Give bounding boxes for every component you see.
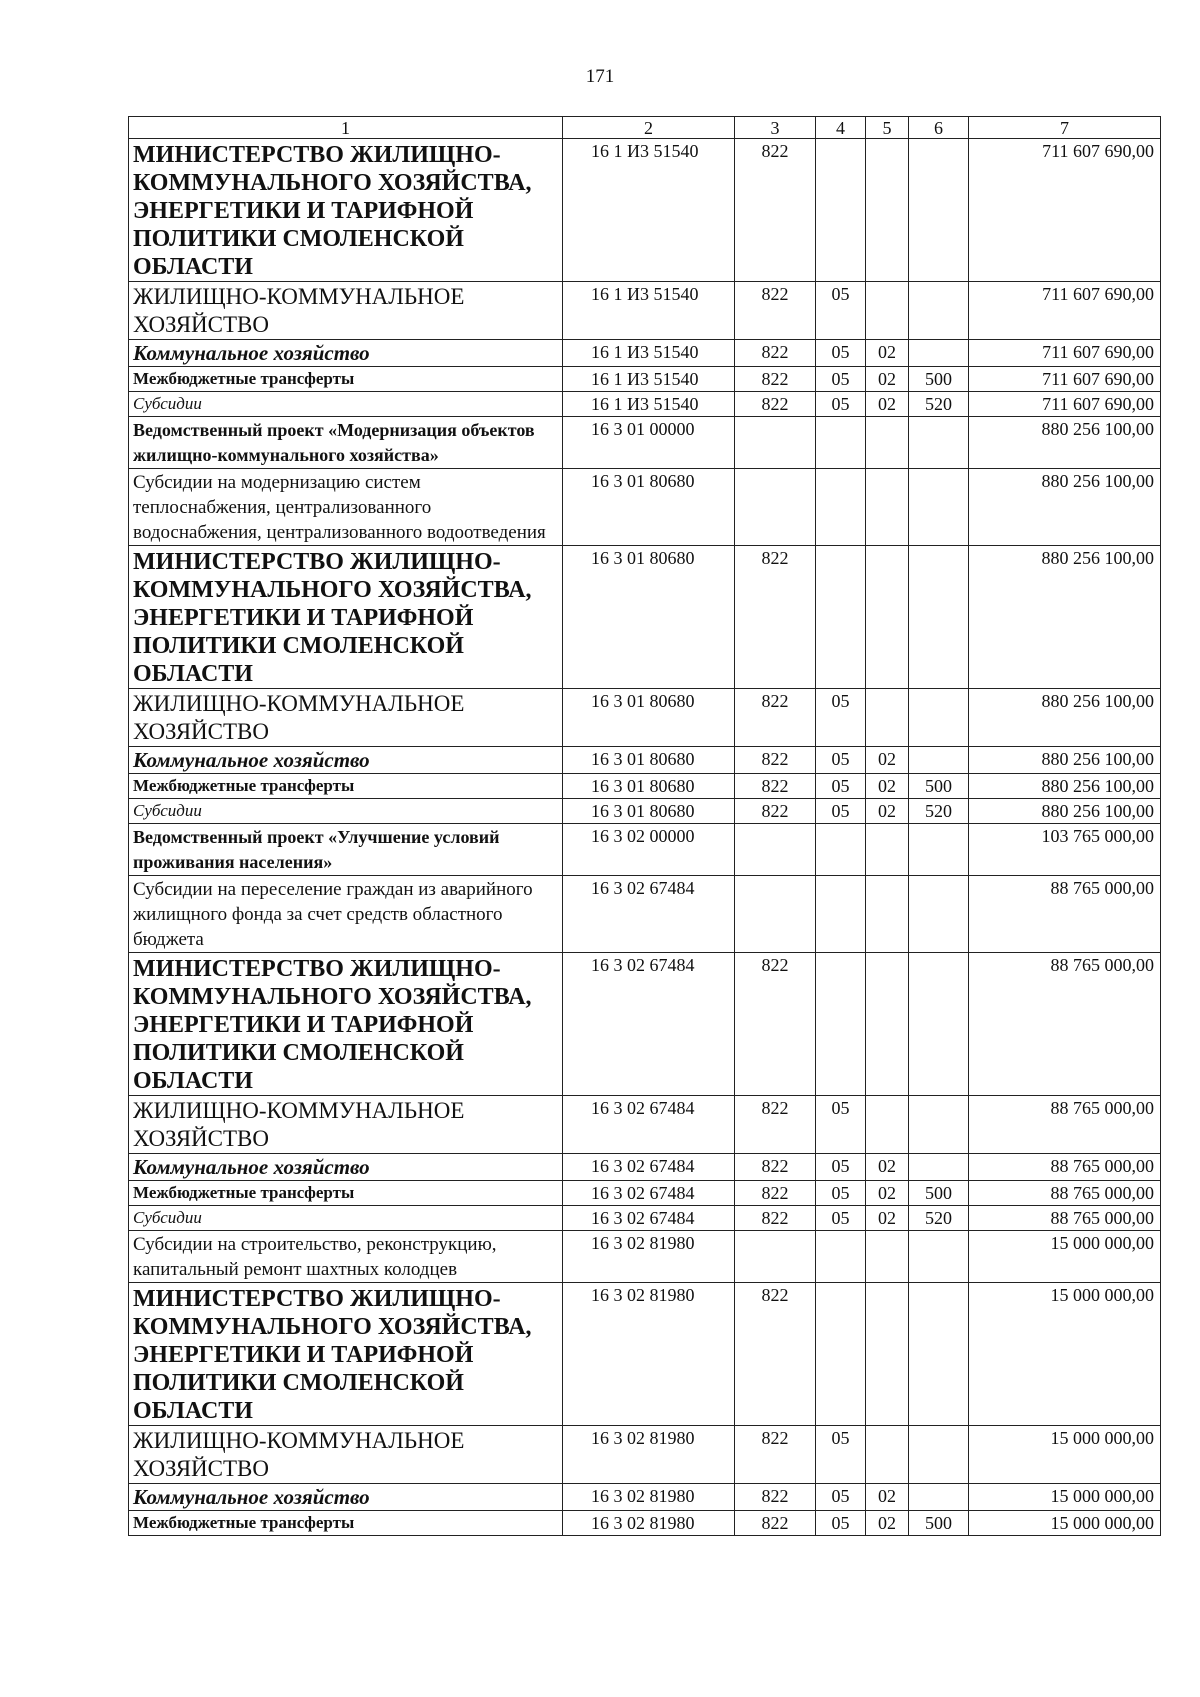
row-name: Коммунальное хозяйство bbox=[129, 747, 563, 774]
row-code: 16 3 02 67484 bbox=[563, 953, 735, 1096]
row-expense-type bbox=[909, 1426, 969, 1484]
row-subsection bbox=[866, 282, 909, 340]
row-section bbox=[816, 469, 866, 546]
row-code: 16 3 02 67484 bbox=[563, 1181, 735, 1206]
row-ministry-code bbox=[735, 824, 816, 876]
row-amount: 880 256 100,00 bbox=[969, 774, 1161, 799]
row-ministry-code: 822 bbox=[735, 139, 816, 282]
row-ministry-code: 822 bbox=[735, 1096, 816, 1154]
row-subsection: 02 bbox=[866, 392, 909, 417]
row-section: 05 bbox=[816, 1426, 866, 1484]
row-section: 05 bbox=[816, 1096, 866, 1154]
row-name: МИНИСТЕРСТВО ЖИЛИЩНО-КОММУНАЛЬНОГО ХОЗЯЙСТВА, ЭНЕРГЕТИКИ И ТАРИФНОЙ ПОЛИТИКИ СМОЛЕНСКОЙ ОБЛАСТИ bbox=[129, 546, 563, 689]
row-ministry-code: 822 bbox=[735, 774, 816, 799]
row-section: 05 bbox=[816, 1206, 866, 1231]
row-code: 16 3 01 80680 bbox=[563, 689, 735, 747]
table-row bbox=[129, 546, 1161, 689]
row-subsection: 02 bbox=[866, 1154, 909, 1181]
row-amount: 15 000 000,00 bbox=[969, 1426, 1161, 1484]
row-expense-type bbox=[909, 340, 969, 367]
row-expense-type bbox=[909, 824, 969, 876]
row-ministry-code: 822 bbox=[735, 689, 816, 747]
table-row bbox=[129, 139, 1161, 282]
row-amount: 880 256 100,00 bbox=[969, 546, 1161, 689]
row-expense-type bbox=[909, 469, 969, 546]
row-section: 05 bbox=[816, 747, 866, 774]
header-cell-6: 6 bbox=[909, 117, 969, 139]
row-subsection bbox=[866, 469, 909, 546]
row-expense-type: 520 bbox=[909, 1206, 969, 1231]
row-code: 16 3 01 80680 bbox=[563, 799, 735, 824]
row-name: Ведомственный проект «Модернизация объектов жилищно-коммунального хозяйства» bbox=[129, 417, 563, 469]
row-amount: 880 256 100,00 bbox=[969, 799, 1161, 824]
row-ministry-code bbox=[735, 876, 816, 953]
row-name: Субсидии bbox=[129, 392, 563, 417]
table-row bbox=[129, 1231, 1161, 1283]
row-name: ЖИЛИЩНО-КОММУНАЛЬНОЕ ХОЗЯЙСТВО bbox=[129, 689, 563, 747]
row-section: 05 bbox=[816, 1154, 866, 1181]
row-subsection bbox=[866, 689, 909, 747]
row-amount: 15 000 000,00 bbox=[969, 1283, 1161, 1426]
row-code: 16 3 01 80680 bbox=[563, 774, 735, 799]
row-expense-type: 500 bbox=[909, 367, 969, 392]
header-row bbox=[129, 117, 1161, 139]
row-section: 05 bbox=[816, 282, 866, 340]
row-expense-type bbox=[909, 1283, 969, 1426]
row-ministry-code: 822 bbox=[735, 546, 816, 689]
row-ministry-code: 822 bbox=[735, 392, 816, 417]
row-name: Коммунальное хозяйство bbox=[129, 1484, 563, 1511]
row-amount: 15 000 000,00 bbox=[969, 1231, 1161, 1283]
row-ministry-code bbox=[735, 469, 816, 546]
table-row bbox=[129, 953, 1161, 1096]
row-name: Субсидии на переселение граждан из аварийного жилищного фонда за счет средств областного бюджета bbox=[129, 876, 563, 953]
row-ministry-code: 822 bbox=[735, 282, 816, 340]
row-name: МИНИСТЕРСТВО ЖИЛИЩНО-КОММУНАЛЬНОГО ХОЗЯЙСТВА, ЭНЕРГЕТИКИ И ТАРИФНОЙ ПОЛИТИКИ СМОЛЕНСКОЙ ОБЛАСТИ bbox=[129, 1283, 563, 1426]
row-name: Субсидии bbox=[129, 799, 563, 824]
row-section bbox=[816, 546, 866, 689]
row-ministry-code: 822 bbox=[735, 1283, 816, 1426]
row-code: 16 3 02 00000 bbox=[563, 824, 735, 876]
row-subsection bbox=[866, 1283, 909, 1426]
row-subsection: 02 bbox=[866, 1511, 909, 1536]
row-amount: 88 765 000,00 bbox=[969, 1206, 1161, 1231]
row-ministry-code: 822 bbox=[735, 799, 816, 824]
row-expense-type: 520 bbox=[909, 392, 969, 417]
row-expense-type bbox=[909, 689, 969, 747]
row-expense-type bbox=[909, 417, 969, 469]
row-subsection bbox=[866, 1426, 909, 1484]
row-amount: 15 000 000,00 bbox=[969, 1484, 1161, 1511]
row-section bbox=[816, 953, 866, 1096]
row-name: Субсидии на модернизацию систем теплоснабжения, централизованного водоснабжения, централизованного водоотведения bbox=[129, 469, 563, 546]
row-amount: 88 765 000,00 bbox=[969, 953, 1161, 1096]
table-row bbox=[129, 1426, 1161, 1484]
row-code: 16 3 02 67484 bbox=[563, 1154, 735, 1181]
row-ministry-code: 822 bbox=[735, 1484, 816, 1511]
row-ministry-code: 822 bbox=[735, 340, 816, 367]
row-amount: 880 256 100,00 bbox=[969, 747, 1161, 774]
row-amount: 880 256 100,00 bbox=[969, 417, 1161, 469]
row-ministry-code: 822 bbox=[735, 1154, 816, 1181]
row-name: Межбюджетные трансферты bbox=[129, 1511, 563, 1536]
row-subsection bbox=[866, 953, 909, 1096]
row-ministry-code: 822 bbox=[735, 1426, 816, 1484]
row-ministry-code: 822 bbox=[735, 747, 816, 774]
row-expense-type bbox=[909, 1484, 969, 1511]
row-name: Межбюджетные трансферты bbox=[129, 774, 563, 799]
table-row bbox=[129, 1511, 1161, 1536]
row-amount: 880 256 100,00 bbox=[969, 469, 1161, 546]
row-section bbox=[816, 876, 866, 953]
table-row bbox=[129, 367, 1161, 392]
table-body bbox=[129, 117, 1161, 1536]
row-name: Ведомственный проект «Улучшение условий проживания населения» bbox=[129, 824, 563, 876]
row-expense-type: 520 bbox=[909, 799, 969, 824]
row-section: 05 bbox=[816, 392, 866, 417]
row-code: 16 3 02 67484 bbox=[563, 1206, 735, 1231]
row-expense-type bbox=[909, 876, 969, 953]
row-name: МИНИСТЕРСТВО ЖИЛИЩНО-КОММУНАЛЬНОГО ХОЗЯЙСТВА, ЭНЕРГЕТИКИ И ТАРИФНОЙ ПОЛИТИКИ СМОЛЕНСКОЙ ОБЛАСТИ bbox=[129, 139, 563, 282]
row-expense-type bbox=[909, 546, 969, 689]
row-code: 16 3 02 67484 bbox=[563, 876, 735, 953]
row-code: 16 1 И3 51540 bbox=[563, 392, 735, 417]
row-code: 16 3 02 67484 bbox=[563, 1096, 735, 1154]
row-expense-type bbox=[909, 282, 969, 340]
row-section bbox=[816, 139, 866, 282]
table-row bbox=[129, 1283, 1161, 1426]
row-subsection bbox=[866, 876, 909, 953]
row-ministry-code: 822 bbox=[735, 1206, 816, 1231]
row-amount: 711 607 690,00 bbox=[969, 139, 1161, 282]
row-code: 16 3 02 81980 bbox=[563, 1231, 735, 1283]
row-subsection bbox=[866, 1096, 909, 1154]
row-amount: 88 765 000,00 bbox=[969, 1096, 1161, 1154]
header-cell-4: 4 bbox=[816, 117, 866, 139]
row-code: 16 3 02 81980 bbox=[563, 1511, 735, 1536]
row-subsection: 02 bbox=[866, 774, 909, 799]
table-row bbox=[129, 1484, 1161, 1511]
table-row bbox=[129, 774, 1161, 799]
table-row bbox=[129, 689, 1161, 747]
row-subsection bbox=[866, 546, 909, 689]
row-subsection bbox=[866, 824, 909, 876]
row-code: 16 3 01 80680 bbox=[563, 469, 735, 546]
row-amount: 711 607 690,00 bbox=[969, 392, 1161, 417]
row-ministry-code: 822 bbox=[735, 1511, 816, 1536]
row-name: Субсидии на строительство, реконструкцию, капитальный ремонт шахтных колодцев bbox=[129, 1231, 563, 1283]
row-name: МИНИСТЕРСТВО ЖИЛИЩНО-КОММУНАЛЬНОГО ХОЗЯЙСТВА, ЭНЕРГЕТИКИ И ТАРИФНОЙ ПОЛИТИКИ СМОЛЕНСКОЙ ОБЛАСТИ bbox=[129, 953, 563, 1096]
header-cell-5: 5 bbox=[866, 117, 909, 139]
table-row bbox=[129, 799, 1161, 824]
row-section: 05 bbox=[816, 340, 866, 367]
row-subsection: 02 bbox=[866, 340, 909, 367]
row-name: Коммунальное хозяйство bbox=[129, 340, 563, 367]
row-amount: 88 765 000,00 bbox=[969, 1154, 1161, 1181]
row-ministry-code: 822 bbox=[735, 367, 816, 392]
row-section: 05 bbox=[816, 1511, 866, 1536]
row-ministry-code: 822 bbox=[735, 953, 816, 1096]
row-amount: 880 256 100,00 bbox=[969, 689, 1161, 747]
row-name: Субсидии bbox=[129, 1206, 563, 1231]
row-section bbox=[816, 417, 866, 469]
row-name: ЖИЛИЩНО-КОММУНАЛЬНОЕ ХОЗЯЙСТВО bbox=[129, 1096, 563, 1154]
row-expense-type: 500 bbox=[909, 1511, 969, 1536]
table-row bbox=[129, 747, 1161, 774]
table-row bbox=[129, 469, 1161, 546]
row-amount: 88 765 000,00 bbox=[969, 1181, 1161, 1206]
row-expense-type bbox=[909, 953, 969, 1096]
row-name: ЖИЛИЩНО-КОММУНАЛЬНОЕ ХОЗЯЙСТВО bbox=[129, 1426, 563, 1484]
row-subsection: 02 bbox=[866, 799, 909, 824]
row-section bbox=[816, 1283, 866, 1426]
row-name: Межбюджетные трансферты bbox=[129, 1181, 563, 1206]
row-amount: 15 000 000,00 bbox=[969, 1511, 1161, 1536]
row-expense-type: 500 bbox=[909, 774, 969, 799]
table-row bbox=[129, 392, 1161, 417]
row-name: Межбюджетные трансферты bbox=[129, 367, 563, 392]
table-row bbox=[129, 1096, 1161, 1154]
row-code: 16 3 02 81980 bbox=[563, 1426, 735, 1484]
row-ministry-code bbox=[735, 417, 816, 469]
table-row bbox=[129, 876, 1161, 953]
row-section: 05 bbox=[816, 367, 866, 392]
page-number: 171 bbox=[585, 66, 615, 87]
row-code: 16 1 И3 51540 bbox=[563, 340, 735, 367]
row-name: ЖИЛИЩНО-КОММУНАЛЬНОЕ ХОЗЯЙСТВО bbox=[129, 282, 563, 340]
header-cell-3: 3 bbox=[735, 117, 816, 139]
row-ministry-code bbox=[735, 1231, 816, 1283]
row-section: 05 bbox=[816, 799, 866, 824]
budget-table bbox=[128, 116, 1161, 1536]
row-subsection bbox=[866, 139, 909, 282]
row-subsection: 02 bbox=[866, 367, 909, 392]
row-expense-type: 500 bbox=[909, 1181, 969, 1206]
table-row bbox=[129, 340, 1161, 367]
row-ministry-code: 822 bbox=[735, 1181, 816, 1206]
header-cell-2: 2 bbox=[563, 117, 735, 139]
row-code: 16 3 01 80680 bbox=[563, 546, 735, 689]
row-amount: 103 765 000,00 bbox=[969, 824, 1161, 876]
row-subsection: 02 bbox=[866, 1181, 909, 1206]
row-section: 05 bbox=[816, 774, 866, 799]
row-section: 05 bbox=[816, 689, 866, 747]
row-code: 16 1 И3 51540 bbox=[563, 367, 735, 392]
row-expense-type bbox=[909, 1096, 969, 1154]
header-cell-1: 1 bbox=[129, 117, 563, 139]
table-row bbox=[129, 1154, 1161, 1181]
row-code: 16 3 02 81980 bbox=[563, 1484, 735, 1511]
row-code: 16 1 И3 51540 bbox=[563, 282, 735, 340]
row-code: 16 3 01 80680 bbox=[563, 747, 735, 774]
row-expense-type bbox=[909, 747, 969, 774]
row-subsection bbox=[866, 417, 909, 469]
row-code: 16 3 01 00000 bbox=[563, 417, 735, 469]
row-subsection: 02 bbox=[866, 1484, 909, 1511]
row-section bbox=[816, 1231, 866, 1283]
row-amount: 88 765 000,00 bbox=[969, 876, 1161, 953]
row-subsection bbox=[866, 1231, 909, 1283]
table-row bbox=[129, 1206, 1161, 1231]
row-section: 05 bbox=[816, 1484, 866, 1511]
table-row bbox=[129, 282, 1161, 340]
row-amount: 711 607 690,00 bbox=[969, 340, 1161, 367]
row-subsection: 02 bbox=[866, 1206, 909, 1231]
row-section: 05 bbox=[816, 1181, 866, 1206]
header-cell-7: 7 bbox=[969, 117, 1161, 139]
row-expense-type bbox=[909, 1154, 969, 1181]
table-row bbox=[129, 417, 1161, 469]
row-expense-type bbox=[909, 139, 969, 282]
row-amount: 711 607 690,00 bbox=[969, 367, 1161, 392]
table-row bbox=[129, 1181, 1161, 1206]
row-section bbox=[816, 824, 866, 876]
row-name: Коммунальное хозяйство bbox=[129, 1154, 563, 1181]
table-row bbox=[129, 824, 1161, 876]
row-code: 16 3 02 81980 bbox=[563, 1283, 735, 1426]
row-subsection: 02 bbox=[866, 747, 909, 774]
row-code: 16 1 И3 51540 bbox=[563, 139, 735, 282]
row-amount: 711 607 690,00 bbox=[969, 282, 1161, 340]
row-expense-type bbox=[909, 1231, 969, 1283]
